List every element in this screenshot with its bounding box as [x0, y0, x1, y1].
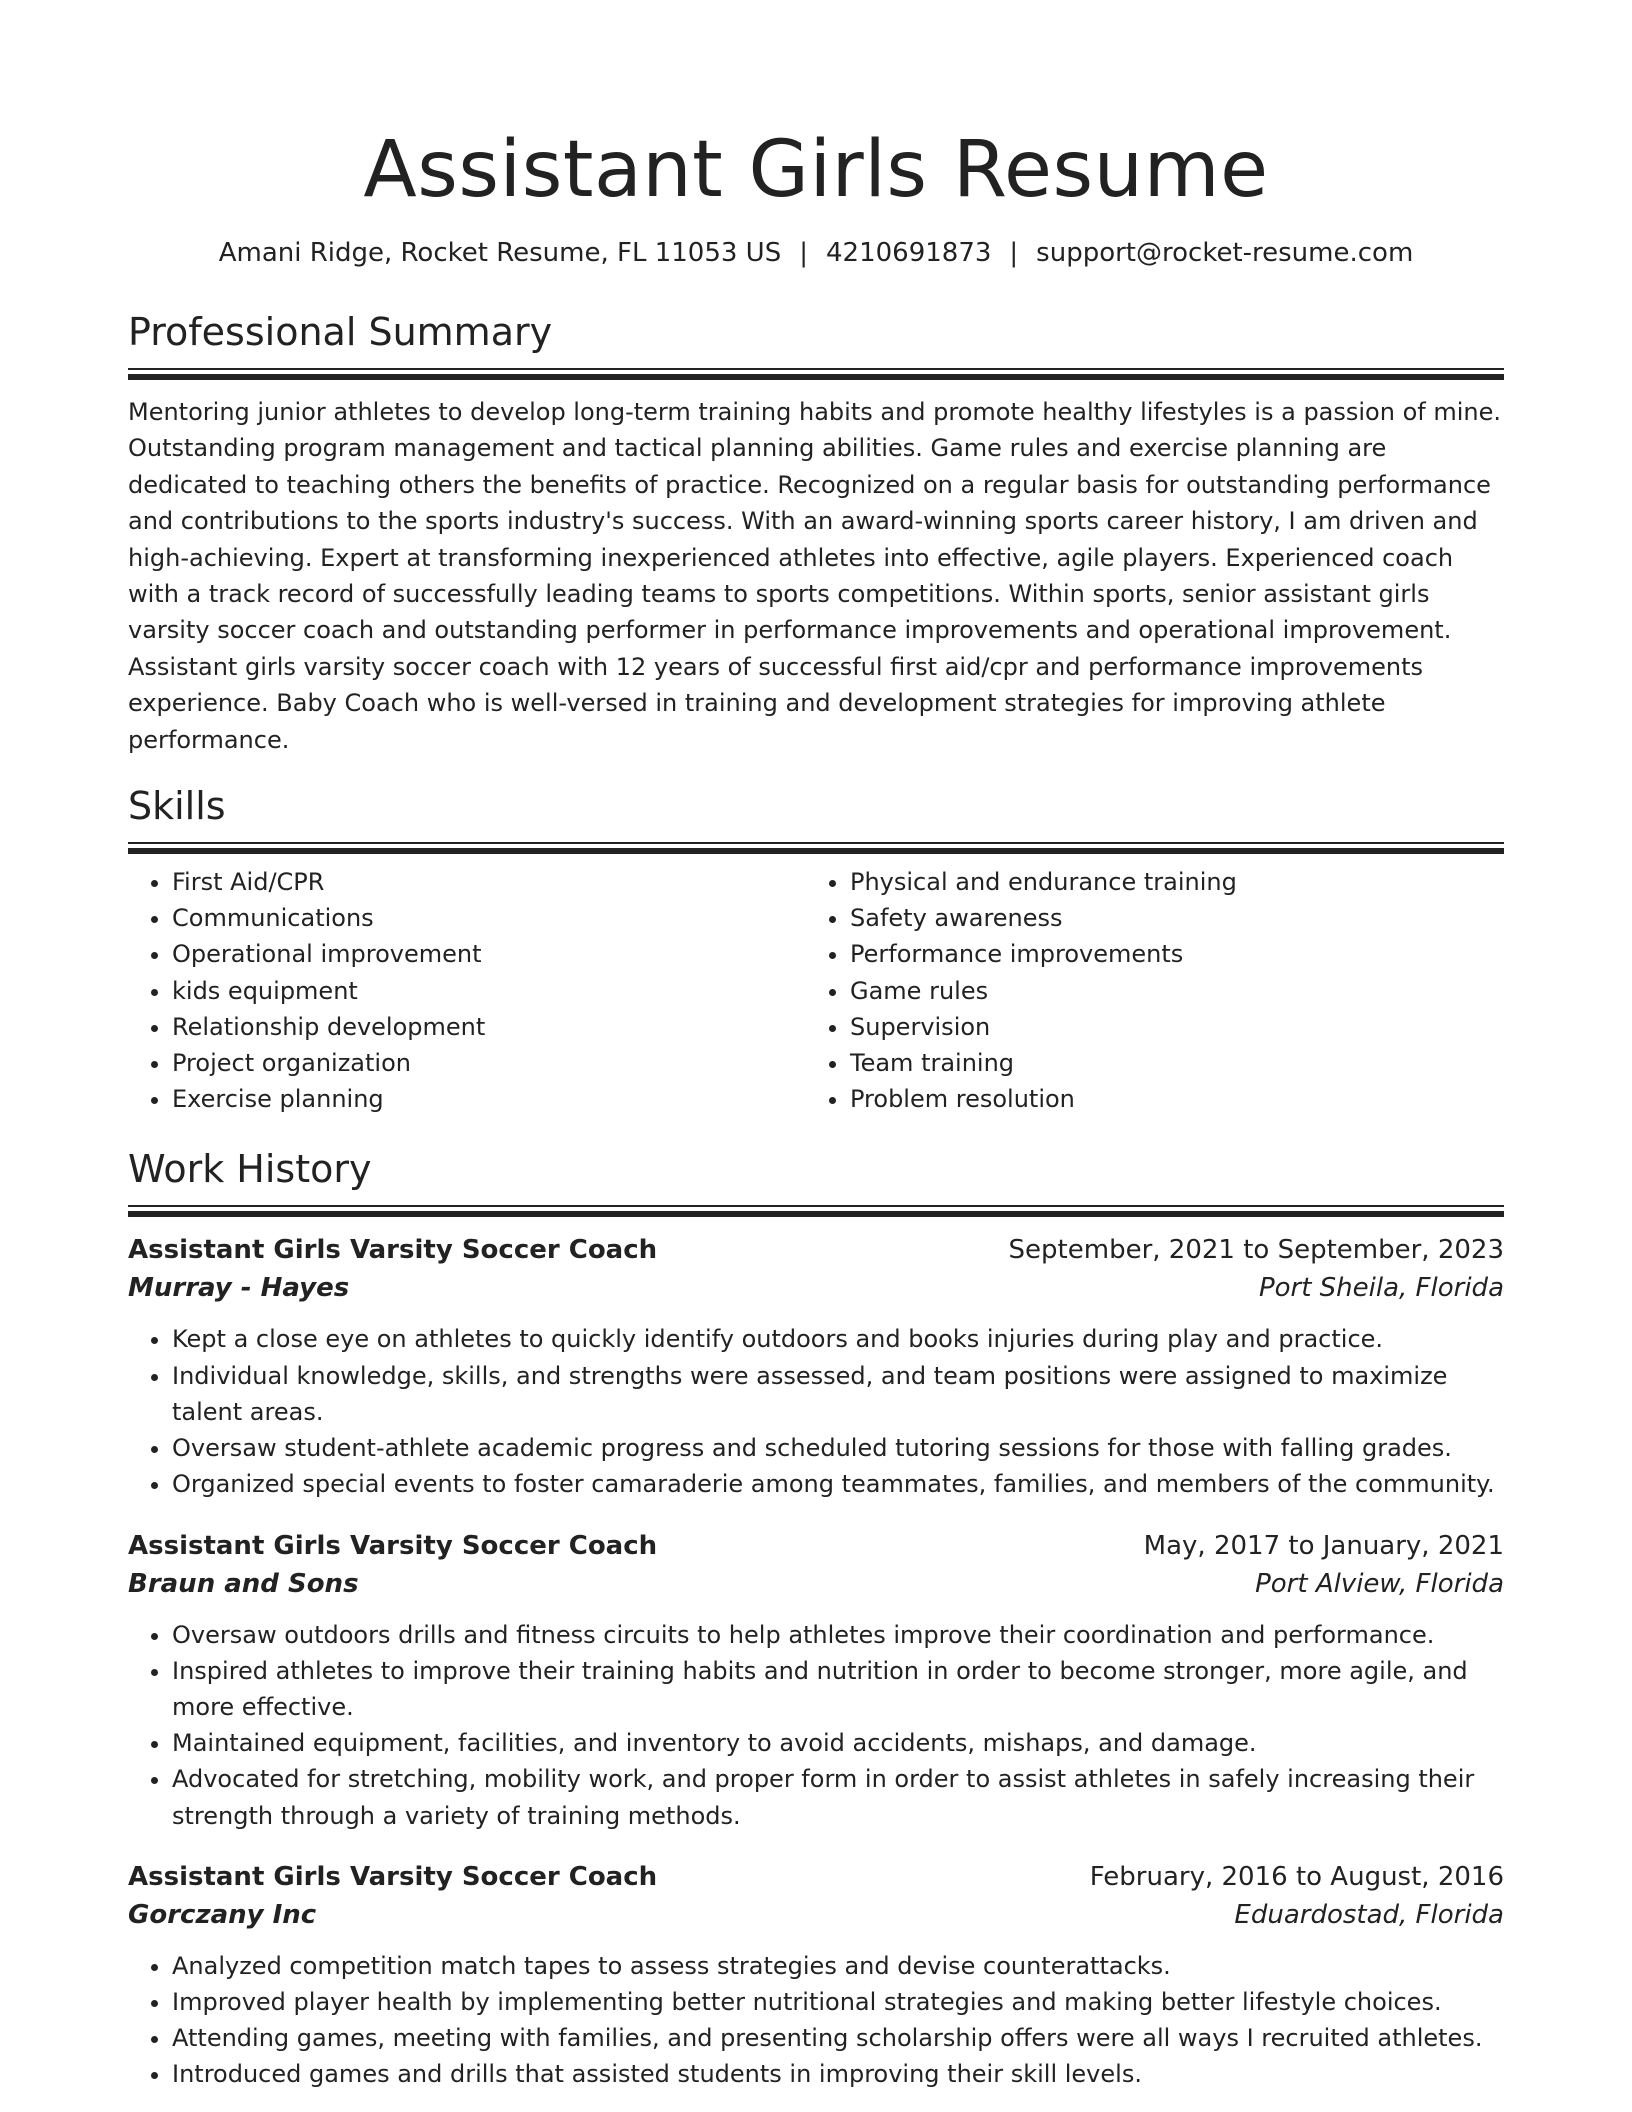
skill-item: • Team training — [850, 1045, 1484, 1081]
job-bullets — [128, 1617, 1504, 1834]
job-bullet: • Inspired athletes to improve their training habits and nutrition in order to become stronger, more agile, and more effective. — [172, 1653, 1504, 1725]
job-company: Murray - Hayes — [128, 1273, 350, 1304]
work-history-section — [128, 1145, 1504, 2092]
resume-title: Assistant Girls Resume — [363, 125, 1269, 215]
job-dates: September, 2021 to September, 2023 — [1008, 1235, 1504, 1266]
skill-item: • Physical and endurance training — [850, 864, 1484, 900]
skill-item: • kids equipment — [172, 973, 806, 1009]
job-title: Assistant Girls Varsity Soccer Coach — [128, 1235, 658, 1266]
skill-item: • First Aid/CPR — [172, 864, 806, 900]
skill-item: • Exercise planning — [172, 1081, 806, 1117]
job-dates: February, 2016 to August, 2016 — [1089, 1861, 1504, 1892]
job-header — [128, 1858, 1504, 1896]
job-bullet: • Individual knowledge, skills, and strengths were assessed, and team positions were assigned to maximize talent areas. — [172, 1358, 1504, 1430]
skills-heading: Skills — [128, 784, 226, 829]
contact-address: Amani Ridge, Rocket Resume, FL 11053 US — [218, 238, 782, 268]
job-header — [128, 1527, 1504, 1565]
job-header — [128, 1231, 1504, 1269]
job-bullets — [128, 1321, 1504, 1502]
job-bullet: • Introduced games and drills that assisted students in improving their skill levels. — [172, 2056, 1504, 2092]
job-title: Assistant Girls Varsity Soccer Coach — [128, 1530, 658, 1561]
section-divider — [128, 1205, 1504, 1217]
skills-list-left — [128, 864, 806, 1117]
job-location: Eduardostad, Florida — [1234, 1899, 1504, 1930]
job-bullets — [128, 1948, 1504, 2093]
job-title: Assistant Girls Varsity Soccer Coach — [128, 1861, 658, 1892]
job-dates: May, 2017 to January, 2021 — [1143, 1530, 1504, 1561]
job-subheader — [128, 1565, 1504, 1603]
job-bullet: • Oversaw student-athlete academic progress and scheduled tutoring sessions for those with falling grades. — [172, 1430, 1504, 1466]
skill-item: • Operational improvement — [172, 936, 806, 972]
job-bullet: • Analyzed competition match tapes to assess strategies and devise counterattacks. — [172, 1948, 1504, 1984]
summary-heading: Professional Summary — [128, 310, 553, 354]
skill-item: • Relationship development — [172, 1009, 806, 1045]
job-bullet: • Organized special events to foster camaraderie among teammates, families, and members of the community. — [172, 1466, 1504, 1502]
skills-list-right — [806, 864, 1484, 1117]
skill-item: • Communications — [172, 900, 806, 936]
contact-separator: | — [1009, 238, 1019, 268]
section-divider — [128, 368, 1504, 380]
work-history-heading: Work History — [128, 1147, 372, 1192]
job-company: Gorczany Inc — [128, 1899, 317, 1930]
skill-item: • Problem resolution — [850, 1081, 1484, 1117]
job-bullet: • Maintained equipment, facilities, and inventory to avoid accidents, mishaps, and damage. — [172, 1725, 1504, 1761]
summary-section — [128, 308, 1504, 758]
job-company: Braun and Sons — [128, 1568, 359, 1599]
job-location: Port Alview, Florida — [1255, 1568, 1504, 1599]
job-bullet: • Oversaw outdoors drills and fitness circuits to help athletes improve their coordination and performance. — [172, 1617, 1504, 1653]
skill-item: • Performance improvements — [850, 936, 1484, 972]
job-bullet: • Kept a close eye on athletes to quickly identify outdoors and books injuries during play and practice. — [172, 1321, 1504, 1357]
job-bullet: • Attending games, meeting with families, and presenting scholarship offers were all ways I recruited athletes. — [172, 2020, 1504, 2056]
job-location: Port Sheila, Florida — [1258, 1273, 1504, 1304]
job-subheader — [128, 1896, 1504, 1934]
skills-columns — [128, 864, 1504, 1117]
skill-item: • Supervision — [850, 1009, 1484, 1045]
contact-phone: 4210691873 — [825, 238, 992, 268]
contact-separator: | — [799, 238, 808, 268]
job-bullet: • Advocated for stretching, mobility work, and proper form in order to assist athletes in safely increasing their strength through a variety of training methods. — [172, 1761, 1504, 1833]
section-divider — [128, 842, 1504, 854]
skill-item: • Game rules — [850, 973, 1484, 1009]
skill-item: • Project organization — [172, 1045, 806, 1081]
job-entry — [128, 1231, 1504, 1502]
contact-line — [128, 236, 1504, 270]
job-entry — [128, 1527, 1504, 1834]
job-bullet: • Improved player health by implementing better nutritional strategies and making better lifestyle choices. — [172, 1984, 1504, 2020]
job-entry — [128, 1858, 1504, 2093]
skill-item: • Safety awareness — [850, 900, 1484, 936]
job-subheader — [128, 1269, 1504, 1307]
resume-page — [128, 0, 1504, 2093]
skills-section — [128, 782, 1504, 1117]
summary-text: Mentoring junior athletes to develop long-term training habits and promote healthy lifestyles is a passion of mine. Outstanding program management and tactical planning abilities. Game rules and exercise planning are dedicated to teaching others the benefits of practice. Recognized on a regular basis for outstanding performance and contributions to the sports industry's success. With an award-winning sports career history, I am driven and high-achieving. Expert at transforming inexperienced athletes into effective, agile players. Experienced coach with a track record of successfully leading teams to sports competitions. Within sports, senior assistant girls varsity soccer coach and outstanding performer in performance improvements and operational improvement. Assistant girls varsity soccer coach with 12 years of successful first aid/cpr and performance improvements experience. Baby Coach who is well-versed in training and development strategies for improving athlete performance. — [128, 398, 1501, 754]
contact-email[interactable]: support@rocket-resume.com — [1036, 238, 1414, 268]
